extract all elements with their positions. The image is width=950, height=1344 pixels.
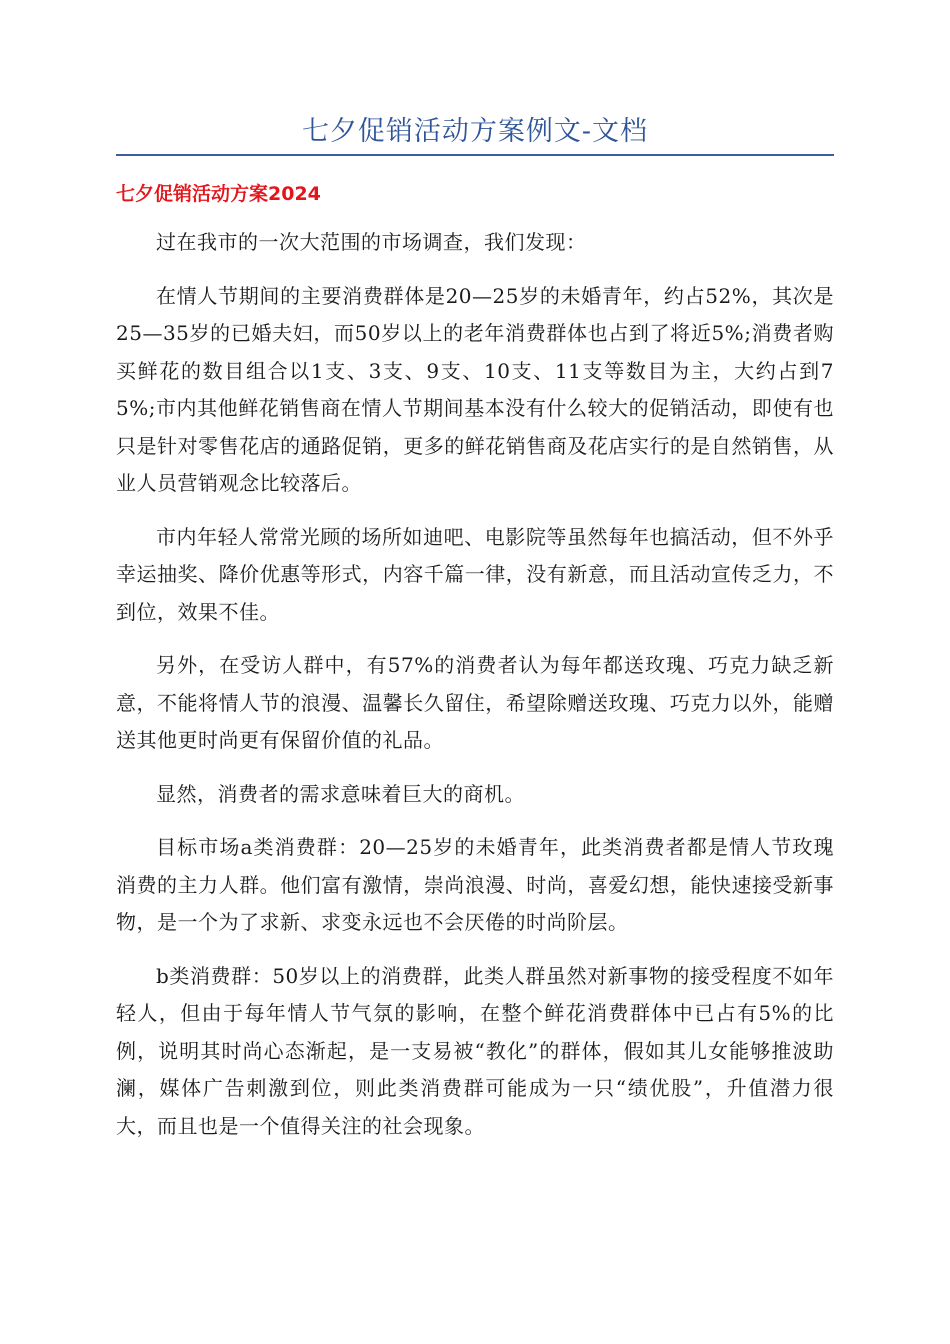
- document-body: [116, 224, 834, 1161]
- paragraph-youth-venues: 市内年轻人常常光顾的场所如迪吧、电影院等虽然每年也搞活动，但不外乎幸运抽奖、降价优惠等形式，内容千篇一律，没有新意，而且活动宣传乏力，不到位，效果不佳。: [116, 524, 834, 624]
- paragraph-opportunity: 显然，消费者的需求意味着巨大的商机。: [156, 781, 525, 806]
- paragraph-target-a: 目标市场a类消费群：20—25岁的未婚青年，此类消费者都是情人节玫瑰消费的主力人群。他们富有激情，崇尚浪漫、时尚，喜爱幻想，能快速接受新事物，是一个为了求新、求变永远也不会厌倦的时尚阶层。: [116, 835, 834, 934]
- paragraph-consumer-survey: 在情人节期间的主要消费群体是20—25岁的未婚青年，约占52%，其次是25—35岁的已婚夫妇，而50岁以上的老年消费群体也占到了将近5%;消费者购买鲜花的数目组合以1支、3支、9支、10支、11支等数目为主，大约占到75%;市内其他鲜花销售商在情人节期间基本没有什么较大的促销活动，即使有也只是针对零售花店的通路促销，更多的鲜花销售商及花店实行的是自然销售，从业人员营销观念比较落后。: [116, 283, 834, 495]
- paragraph-intro: 过在我市的一次大范围的市场调查，我们发现：: [156, 230, 587, 254]
- document-title: 七夕促销活动方案例文-文档: [301, 116, 649, 147]
- title-divider: [116, 154, 834, 156]
- section-heading: 七夕促销活动方案2024: [116, 183, 321, 205]
- paragraph-respondents: 另外，在受访人群中，有57%的消费者认为每年都送玫瑰、巧克力缺乏新意，不能将情人节的浪漫、温馨长久留住，希望除赠送玫瑰、巧克力以外，能赠送其他更时尚更有保留价值的礼品。: [116, 653, 834, 752]
- paragraph-target-b: b类消费群：50岁以上的消费群，此类人群虽然对新事物的接受程度不如年轻人，但由于每年情人节气氛的影响，在整个鲜花消费群体中已占有5%的比例，说明其时尚心态渐起，是一支易被“教化”的群体，假如其儿女能够推波助澜，媒体广告刺激到位，则此类消费群可能成为一只“绩优股”，升值潜力很大，而且也是一个值得关注的社会现象。: [116, 963, 834, 1138]
